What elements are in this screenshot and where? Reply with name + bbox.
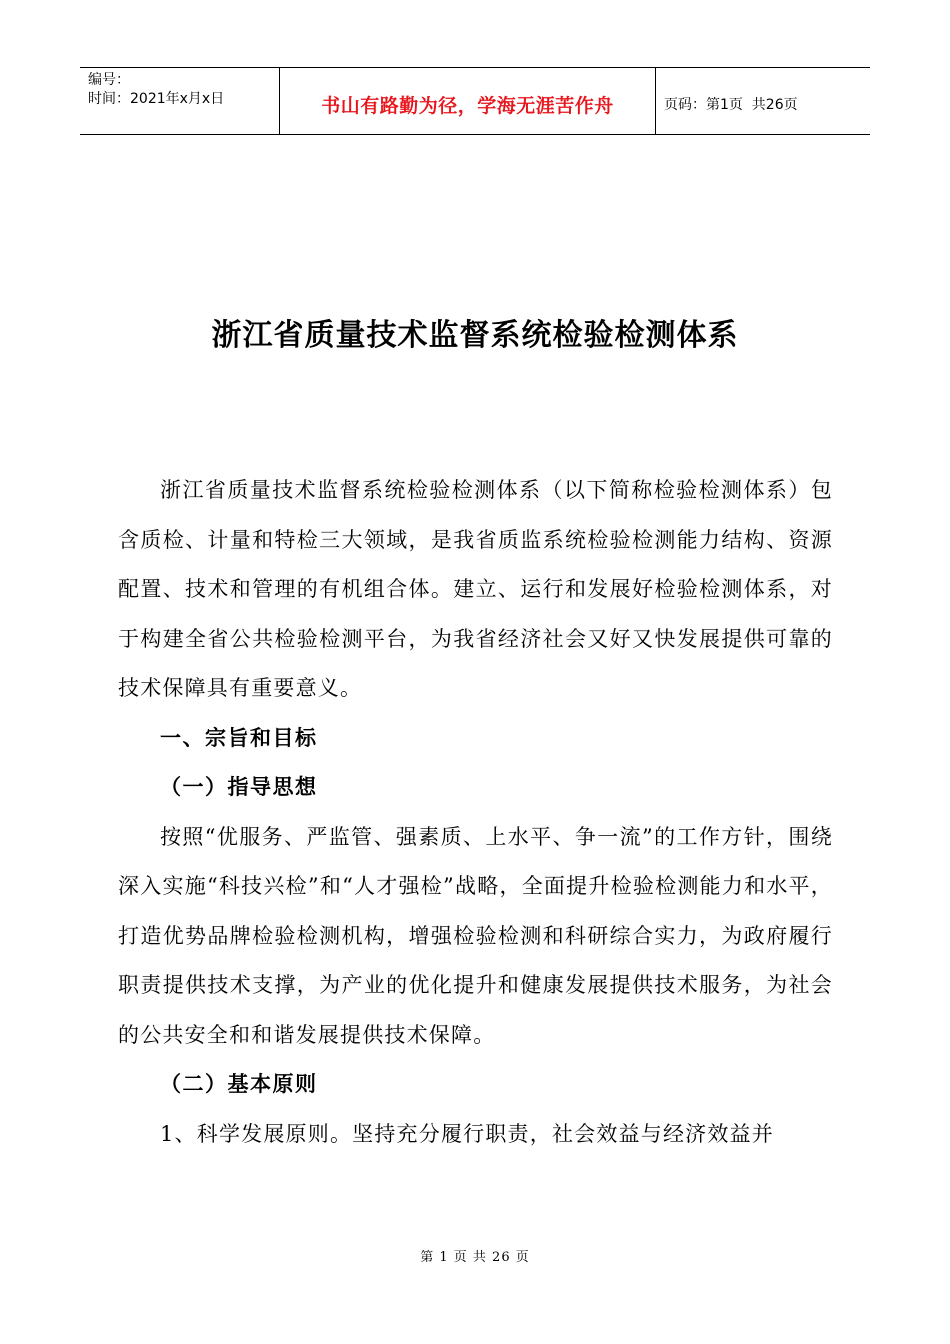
header-page-cell [656,68,870,134]
document-header [80,67,870,135]
guiding-paragraph: 按照“优服务、严监管、强素质、上水平、争一流”的工作方针，围绕深入实施“科技兴检”和“人才强检”战略，全面提升检验检测能力和水平，打造优势品牌检验检测机构，增强检验检测和科研综合实力，为政府履行职责提供技术支撑，为产业的优化提升和健康发展提供技术服务，为社会的公共安全和和谐发展提供技术保障。 [118,824,833,1047]
subsection-heading-guiding: （一）指导思想 [160,775,318,799]
header-motto-cell [280,68,656,134]
document-time: 时间：2021年x月x日 [88,91,225,107]
section-heading: 一、宗旨和目标 [160,725,318,750]
header-page-info: 页码：第1页 共26页 [664,97,798,113]
document-number: 编号： [88,72,130,88]
document-title: 浙江省质量技术监督系统检验检测体系 [211,318,739,353]
principle-paragraph: 1、科学发展原则。坚持充分履行职责，社会效益与经济效益并 [160,1121,774,1146]
document-body [118,466,833,1159]
header-meta-cell [80,68,280,134]
intro-paragraph: 浙江省质量技术监督系统检验检测体系（以下简称检验检测体系）包含质检、计量和特检三大领域，是我省质监系统检验检测能力结构、资源配置、技术和管理的有机组合体。建立、运行和发展好检验检测体系，对于构建全省公共检验检测平台，为我省经济社会又好又快发展提供可靠的技术保障具有重要意义。 [118,478,833,700]
header-motto: 书山有路勤为径，学海无涯苦作舟 [321,94,614,117]
subsection-heading-principles: （二）基本原则 [160,1072,318,1096]
page-footer: 第 1 页 共 26 页 [420,1250,530,1265]
